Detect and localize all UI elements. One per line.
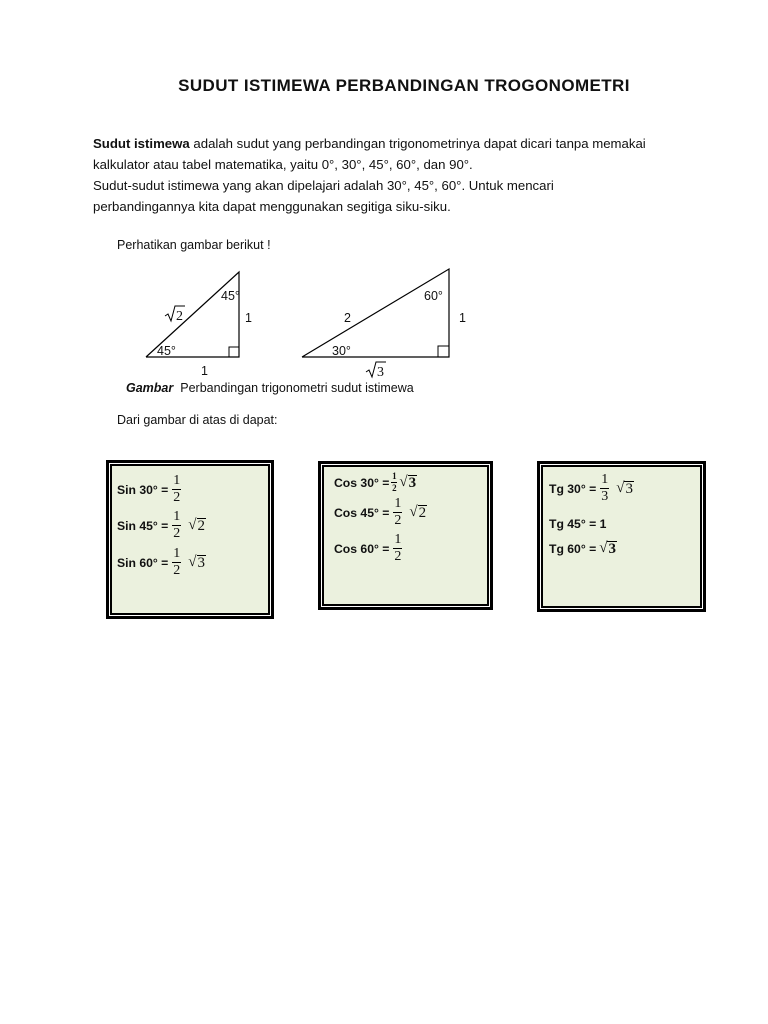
cos-60-row [334,533,406,564]
radicand: 3 [608,541,616,557]
paragraph-line-3: Sudut-sudut istimewa yang akan dipelajari adalah 30°, 45°, 60°. Untuk mencari [93,178,554,193]
triangle-1-bottom-angle: 45° [157,344,176,358]
tg-box [541,465,702,608]
square-root: √ 3 [399,474,417,491]
fraction [393,497,402,528]
right-angle-mark-1 [229,347,239,357]
numerator: 1 [601,472,609,487]
figure-intro: Perhatikan gambar berikut ! [117,238,271,252]
cos-box [322,465,489,606]
cos-45-label: Cos 45° = [334,505,390,520]
triangle-1-hypotenuse-label [165,306,185,324]
derive-text: Dari gambar di atas di dapat: [117,413,278,427]
denominator: 2 [173,563,181,578]
numerator: 1 [392,471,397,481]
sin-60-label: Sin 60° = [117,555,169,570]
figure-caption [126,381,414,395]
radicand: 2 [197,518,206,534]
fraction [600,473,609,504]
triangle-2-base-label [366,362,386,380]
cos-30-row [334,472,417,493]
triangle-2-base-radicand: 3 [377,365,384,380]
sin-30-label: Sin 30° = [117,482,169,497]
fraction [172,474,181,505]
triangle-2-vertical-side: 1 [459,311,466,325]
tg-30-label: Tg 30° = [549,481,597,496]
numerator: 1 [173,473,181,488]
sin-45-label: Sin 45° = [117,518,169,533]
denominator: 2 [394,549,402,564]
numerator: 1 [173,546,181,561]
sin-45-row [117,510,206,541]
triangle-2-outline [302,269,449,357]
paragraph-line-4: perbandingannya kita dapat menggunakan segitiga siku-siku. [93,199,451,214]
paragraph-line-1-rest: adalah sudut yang perbandingan trigonometrinya dapat dicari tanpa memakai [189,136,646,151]
tg-45-label: Tg 45° = 1 [549,517,607,531]
square-root: √ 2 [409,504,427,521]
radicand: 3 [408,475,417,491]
page-title: SUDUT ISTIMEWA PERBANDINGAN TROGONOMETRI [178,76,630,95]
square-root: √ 2 [188,517,206,534]
term-bold: Sudut istimewa [93,136,190,151]
numerator: 1 [394,532,402,547]
triangle-2-bottom-angle: 30° [332,344,351,358]
triangle-1-top-angle: 45° [221,289,240,303]
denominator: 2 [173,490,181,505]
square-root: √ 3 [188,554,206,571]
radicand: 3 [197,555,206,571]
triangle-2-hypotenuse: 2 [344,311,351,325]
tg-60-row [549,540,617,557]
fraction [393,533,402,564]
denominator: 2 [173,526,181,541]
triangle-1-hypotenuse-radicand: 2 [176,309,183,324]
triangle-30-60-90 [302,269,466,380]
numerator: 1 [394,496,402,511]
sin-30-row [117,474,185,505]
tg-60-label: Tg 60° = [549,541,597,556]
sin-box [110,464,270,615]
paragraph-line-2: kalkulator atau tabel matematika, yaitu 0°, 30°, 45°, 60°, dan 90°. [93,157,473,172]
cos-45-row [334,497,427,528]
numerator: 1 [173,509,181,524]
triangle-2-top-angle: 60° [424,289,443,303]
tg-30-row [549,473,634,504]
cos-30-label: Cos 30° = [334,475,390,490]
square-root: √ 3 [599,540,616,557]
caption-text: Perbandingan trigonometri sudut istimewa [180,381,414,395]
fraction [391,472,397,493]
triangle-45-45-90 [146,272,252,378]
triangle-1-vertical-side: 1 [245,311,252,325]
triangles-figure [0,0,768,400]
sin-60-row [117,547,206,578]
caption-label: Gambar [126,381,174,395]
denominator: 2 [394,513,402,528]
fraction [172,547,181,578]
radicand: 3 [625,481,633,497]
denominator: 3 [601,489,609,504]
triangle-1-base: 1 [201,364,208,378]
fraction [172,510,181,541]
cos-60-label: Cos 60° = [334,541,390,556]
tg-45-row [549,517,606,531]
right-angle-mark-2 [438,346,449,357]
square-root: √ 3 [616,480,633,497]
denominator: 2 [392,483,397,493]
radicand: 2 [418,505,427,521]
